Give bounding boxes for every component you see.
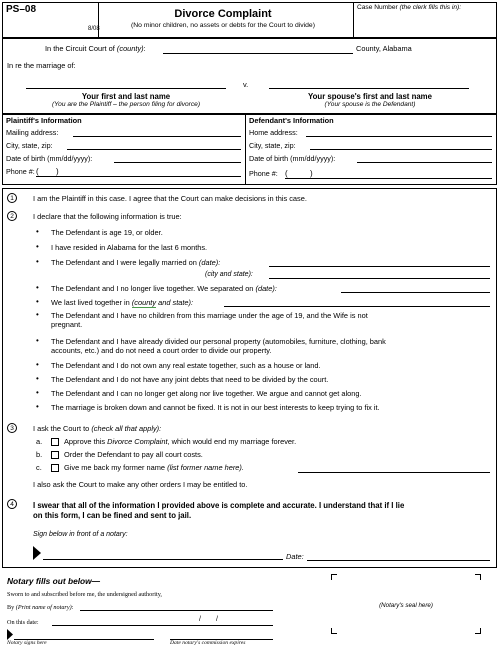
statement-married-on: The Defendant and I were legally married on (date):	[51, 258, 221, 267]
notary-by-label: By (Print name of notary):	[7, 604, 74, 611]
oath-line-1: I swear that all of the information I provided above is complete and accurate. I understand that if I lie	[33, 501, 405, 510]
section-3-number: 3	[7, 423, 17, 433]
plaintiff-signature-field[interactable]	[43, 559, 283, 560]
seal-corner-top-left	[331, 574, 337, 580]
plaintiff-name-hint: (You are the Plaintiff – the person filing for divorce)	[51, 101, 201, 108]
bullet-dot: •	[36, 388, 39, 397]
form-id: PS–08	[6, 4, 37, 15]
date-slash-1: /	[199, 616, 201, 623]
statement-residency: I have resided in Alabama for the last 6 months.	[51, 243, 208, 252]
bullet-dot: •	[36, 227, 39, 236]
form-title: Divorce Complaint	[174, 8, 272, 20]
section-3-intro: I ask the Court to (check all that apply):	[33, 424, 162, 433]
plaintiff-phone-area-close: )	[56, 167, 59, 176]
statement-no-get-along: The Defendant and I can no longer get along nor live together. We argue and cannot get along.	[51, 389, 362, 398]
option-b-letter: b.	[36, 450, 43, 459]
plaintiff-phone-label: Phone #:	[6, 167, 35, 176]
notary-date-label: On this date:	[7, 619, 39, 626]
date-slash-2: /	[216, 616, 218, 623]
bullet-dot: •	[36, 283, 39, 292]
court-costs-checkbox[interactable]	[51, 451, 59, 459]
plaintiff-info-heading: Plaintiff's Information	[6, 116, 82, 125]
oath-line-2: on this form, I can be fined and sent to jail.	[33, 511, 192, 520]
option-c-letter: c.	[36, 463, 42, 472]
seal-corner-bottom-left	[331, 628, 337, 634]
defendant-phone-area-close: )	[310, 169, 313, 178]
statement-no-children-2: pregnant.	[51, 320, 83, 329]
court-prefix: In the Circuit Court of (county):	[45, 44, 146, 53]
plaintiff-dob-field[interactable]	[114, 162, 241, 163]
defendant-name-field[interactable]	[269, 88, 469, 89]
marriage-label: In re the marriage of:	[7, 61, 76, 70]
statement-broken-down: The marriage is broken down and cannot be fixed. It is not in our best interests to keep trying to fix it.	[51, 403, 380, 412]
defendant-phone-field[interactable]	[285, 178, 492, 179]
sign-hint: Sign below in front of a notary:	[33, 531, 128, 538]
versus-label: v.	[243, 80, 249, 89]
plaintiff-city-field[interactable]	[67, 149, 241, 150]
seal-corner-bottom-right	[475, 628, 481, 634]
bullet-dot: •	[36, 257, 39, 266]
section-2-number: 2	[7, 211, 17, 221]
bullet-dot: •	[36, 360, 39, 369]
defendant-phone-area-open: (	[285, 169, 288, 178]
defendant-home-field[interactable]	[306, 136, 492, 137]
plaintiff-dob-label: Date of birth (mm/dd/yyyy):	[6, 154, 93, 163]
defendant-info-heading: Defendant's Information	[249, 116, 334, 125]
seal-corner-top-right	[475, 574, 481, 580]
county-field[interactable]	[163, 53, 353, 54]
marriage-city-hint: (city and state):	[205, 271, 253, 278]
case-number-label: Case Number (the clerk fills this in):	[357, 4, 462, 11]
plaintiff-name-field[interactable]	[26, 88, 226, 89]
commission-label: Date notary's commission expires	[170, 640, 246, 646]
marriage-date-field[interactable]	[269, 266, 490, 267]
notary-name-field[interactable]	[80, 610, 273, 611]
signature-date-label: Date:	[286, 552, 304, 561]
defendant-phone-label: Phone #:	[249, 169, 278, 178]
option-b-text: Order the Defendant to pay all court costs.	[64, 450, 203, 459]
bullet-dot: •	[36, 374, 39, 383]
statement-real-estate: The Defendant and I do not own any real estate together, such as a house or land.	[51, 361, 321, 370]
section-2-intro: I declare that the following information is true:	[33, 212, 182, 221]
court-suffix: County, Alabama	[356, 44, 412, 53]
former-name-field[interactable]	[298, 472, 490, 473]
bullet-dot: •	[36, 402, 39, 411]
notary-heading: Notary fills out below—	[7, 576, 101, 586]
marriage-city-field[interactable]	[269, 278, 490, 279]
header-divider-right	[353, 2, 354, 38]
notary-sign-label: Notary signs here	[7, 640, 47, 646]
option-c-text: Give me back my former name (list former name here).	[64, 463, 244, 472]
plaintiff-city-label: City, state, zip:	[6, 141, 53, 150]
defendant-city-field[interactable]	[310, 149, 492, 150]
defendant-name-label: Your spouse's first and last name	[308, 92, 432, 101]
defendant-home-label: Home address:	[249, 128, 298, 137]
statement-property-1: The Defendant and I have already divided our personal property (automobiles, furniture, clothing, bank	[51, 337, 386, 346]
separation-date-field[interactable]	[341, 292, 490, 293]
bullet-dot: •	[36, 336, 39, 345]
statement-no-children-1: The Defendant and I have no children from this marriage under the age of 19, and the Wife is not	[51, 311, 368, 320]
notary-sign-arrow-icon	[7, 629, 13, 640]
sign-arrow-icon	[33, 546, 41, 560]
defendant-dob-label: Date of birth (mm/dd/yyyy):	[249, 154, 336, 163]
case-number-field[interactable]	[357, 16, 493, 34]
section-1-number: 1	[7, 193, 17, 203]
statement-last-lived: We last lived together in (county and state):	[51, 298, 194, 307]
statement-separated: The Defendant and I no longer live together. We separated on (date):	[51, 284, 277, 293]
plaintiff-mailing-label: Mailing address:	[6, 128, 59, 137]
defendant-name-hint: (Your spouse is the Defendant)	[324, 101, 416, 108]
form-subtitle: (No minor children, no assets or debts for the Court to divide)	[131, 22, 315, 29]
section-4-number: 4	[7, 499, 17, 509]
statement-age: The Defendant is age 19, or older.	[51, 228, 163, 237]
notary-date-field[interactable]	[52, 625, 273, 626]
bullet-dot: •	[36, 242, 39, 251]
approve-complaint-checkbox[interactable]	[51, 438, 59, 446]
option-a-letter: a.	[36, 437, 43, 446]
last-lived-field[interactable]	[224, 306, 490, 307]
bullet-dot: •	[36, 310, 39, 319]
statement-debts: The Defendant and I do not have any joint debts that need to be divided by the court.	[51, 375, 329, 384]
bullet-dot: •	[36, 297, 39, 306]
party-info-divider	[245, 114, 246, 185]
defendant-dob-field[interactable]	[357, 162, 492, 163]
signature-date-field[interactable]	[307, 560, 490, 561]
plaintiff-name-label: Your first and last name	[81, 92, 171, 101]
section-1-text: I am the Plaintiff in this case. I agree that the Court can make decisions in this case.	[33, 194, 307, 203]
option-a-text: Approve this Divorce Complaint, which would end my marriage forever.	[64, 437, 297, 446]
plaintiff-phone-field[interactable]	[36, 176, 241, 177]
other-orders-text: I also ask the Court to make any other orders I may be entitled to.	[33, 480, 248, 489]
form-date: 8/08	[88, 26, 100, 32]
plaintiff-phone-area-open: (	[36, 167, 39, 176]
header-divider-left	[98, 2, 99, 38]
plaintiff-mailing-field[interactable]	[73, 136, 241, 137]
statement-property-2: accounts, etc.) and do not need a court order to divide our property.	[51, 346, 272, 355]
former-name-checkbox[interactable]	[51, 464, 59, 472]
notary-sworn-text: Sworn to and subscribed before me, the undersigned authority,	[7, 591, 162, 598]
notary-seal-label: (Notary's seal here)	[379, 602, 433, 609]
defendant-city-label: City, state, zip:	[249, 141, 296, 150]
